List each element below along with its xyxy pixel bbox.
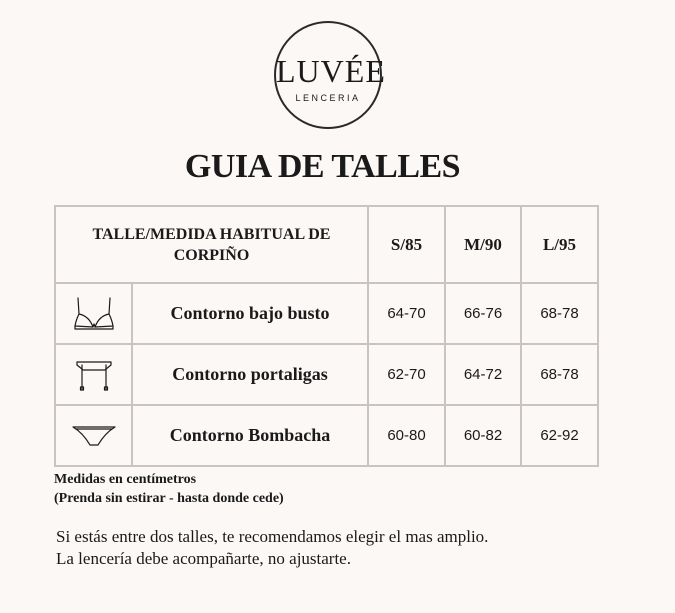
recommendation-line-1: Si estás entre dos talles, te recomendamos elegir el mas amplio. [56,527,489,546]
value-cell: 62-92 [521,405,598,466]
value-cell: 68-78 [521,283,598,344]
row-label: Contorno portaligas [132,344,368,405]
size-chart-table [54,205,599,467]
logo-name: LUVÉE [276,53,386,89]
recommendation-line-2: La lencería debe acompañarte, no ajustarte. [56,549,351,568]
brand-logo [274,21,386,129]
garter-belt-icon [55,344,132,405]
header-size-m: M/90 [445,206,521,283]
logo-subtitle: LENCERIA [295,93,361,103]
header-size-s: S/85 [368,206,445,283]
table-row [55,283,598,344]
page-title: GUIA DE TALLES [184,148,461,185]
table-header-row [55,206,598,283]
value-cell: 64-72 [445,344,521,405]
value-cell: 64-70 [368,283,445,344]
note-units: Medidas en centímetros [54,472,197,487]
value-cell: 60-82 [445,405,521,466]
value-cell: 62-70 [368,344,445,405]
panty-icon [55,405,132,466]
value-cell: 66-76 [445,283,521,344]
row-label: Contorno bajo busto [132,283,368,344]
row-label: Contorno Bombacha [132,405,368,466]
recommendation-text [56,526,488,570]
value-cell: 60-80 [368,405,445,466]
table-row [55,405,598,466]
header-label: TALLE/MEDIDA HABITUAL DE CORPIÑO [55,206,368,283]
note-condition: (Prenda sin estirar - hasta donde cede) [54,491,284,506]
header-size-l: L/95 [521,206,598,283]
value-cell: 68-78 [521,344,598,405]
table-row [55,344,598,405]
bra-icon [55,283,132,344]
measurement-note [54,470,284,508]
